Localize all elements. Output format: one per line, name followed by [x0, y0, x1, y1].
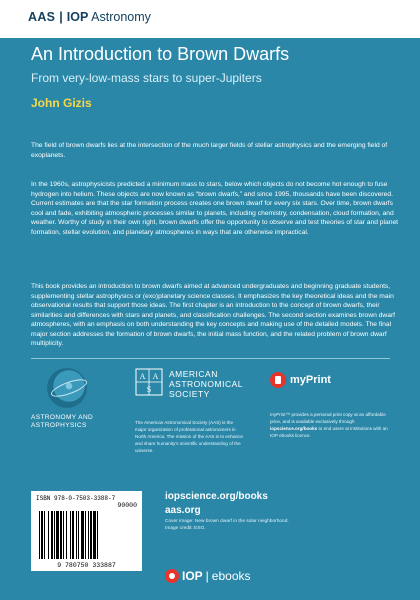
myprint-icon — [270, 372, 286, 388]
myprint-link[interactable]: iopscience.org/books — [270, 425, 318, 431]
blurb-paragraph-2: In the 1960s, astrophysicists predicted a minimum mass to stars, below which objects do not become hot enough to fuse hydrogen into helium. These objects are now known as “brown dwarfs,” and since 1995, thousands have been discovered. Current estimates are that the star formation process creates one brown dwarf for every six stars. Over time, brown dwarfs cool and fade, exhibiting atmospheric processes similar to planets, including chemistry, condensation, cloud formation, and weather. Worthy of study in their own right, brown dwarfs offer the opportunity to observe and test theories of star and planet formation, stellar evolution, and planetary atmospheres in ways that are otherwise impractical. — [31, 181, 399, 236]
iopscience-link[interactable]: iopscience.org/books — [165, 491, 268, 502]
barcode — [31, 491, 142, 571]
barcode-bars — [39, 511, 135, 559]
aas-emblem-icon — [135, 368, 163, 396]
iop-logo-icon — [165, 569, 179, 583]
myprint-block — [270, 368, 395, 440]
cover-note-2: Image credit: ESO. — [165, 525, 206, 531]
myprint-name: myPrint — [290, 374, 331, 386]
price-code: 90000 — [117, 502, 137, 509]
cover-credit — [165, 519, 295, 532]
book-subtitle: From very-low-mass stars to super-Jupiters — [31, 71, 262, 85]
publisher-brand — [28, 10, 151, 24]
astronomy-astrophysics-logo — [31, 368, 111, 431]
publisher-header — [0, 0, 420, 38]
section-divider — [31, 358, 390, 359]
galaxy-disc-icon — [47, 368, 87, 408]
aa-label-line-1: ASTRONOMY AND — [31, 414, 94, 421]
aa-label-line-2: ASTROPHYSICS — [31, 422, 87, 430]
aas-name-line-3: SOCIETY — [169, 389, 210, 400]
aas-name-line-2: ASTRONOMICAL — [169, 379, 244, 390]
blurb-paragraph-1: The field of brown dwarfs lies at the intersection of the much larger fields of stellar astrophysics and the emerging field of exoplanets. — [31, 142, 388, 159]
aas-name — [169, 369, 243, 400]
isbn-text: ISBN 978-0-7503-3388-7 — [36, 495, 116, 502]
aas-wordmark: AAS — [28, 10, 56, 24]
aas-logo-block — [135, 368, 245, 454]
iop-wordmark: IOP — [66, 10, 89, 24]
svg-text:A: A — [152, 372, 159, 381]
svg-text:A: A — [139, 372, 146, 381]
iop-ebooks-logo — [165, 569, 251, 583]
myprint-text-a: myPrint™ provides a personal print copy at an affordable price, and is available exclusively through — [270, 412, 386, 424]
brand-separator: | — [59, 10, 63, 24]
cover-note-1: Cover image: New brown dwarf in the solar neighborhood. — [165, 519, 289, 524]
book-author: John Gizis — [31, 96, 92, 110]
aa-label — [31, 414, 111, 431]
book-title: An Introduction to Brown Dwarfs — [31, 44, 290, 64]
iop-word: IOP — [182, 569, 203, 583]
myprint-text-b: to end users at institutions with an IOP ebooks licence. — [270, 425, 388, 438]
astronomy-wordmark: Astronomy — [91, 10, 151, 24]
footer-separator: | — [205, 569, 209, 583]
aas-link[interactable]: aas.org — [165, 505, 201, 516]
myprint-description — [270, 412, 395, 440]
aas-name-line-1: AMERICAN — [169, 369, 218, 379]
svg-text:S: S — [146, 385, 152, 394]
blurb-paragraph-3: This book provides an introduction to brown dwarfs aimed at advanced undergraduates and beginning graduate students, supplementing stellar astrophysics or (exo)planetary science classes. It emphasizes the key theoretical ideas and the main observational results that support those ideas. The first chapter is an introduction to the concept of brown dwarfs, their similarities and differences with stars and planets, and classification challenges. The second section examines brown dwarf atmospheres, with an emphasis on both understanding the key concepts and making use of the detailed models. The final major section addresses the formation of brown dwarfs, the initial mass function, and the related problem of brown dwarf multiplicity. — [31, 283, 396, 348]
barcode-number: 9 780750 333887 — [57, 562, 116, 569]
ebooks-word: ebooks — [211, 569, 251, 583]
aas-description: The American Astronomical Society (AAS) is the major organization of professional astronomers in North America. The mission of the AAS is to enhance and share humanity’s scientific understanding of the universe. — [135, 420, 243, 453]
barcode-bar — [98, 511, 100, 559]
links-block — [165, 491, 295, 532]
